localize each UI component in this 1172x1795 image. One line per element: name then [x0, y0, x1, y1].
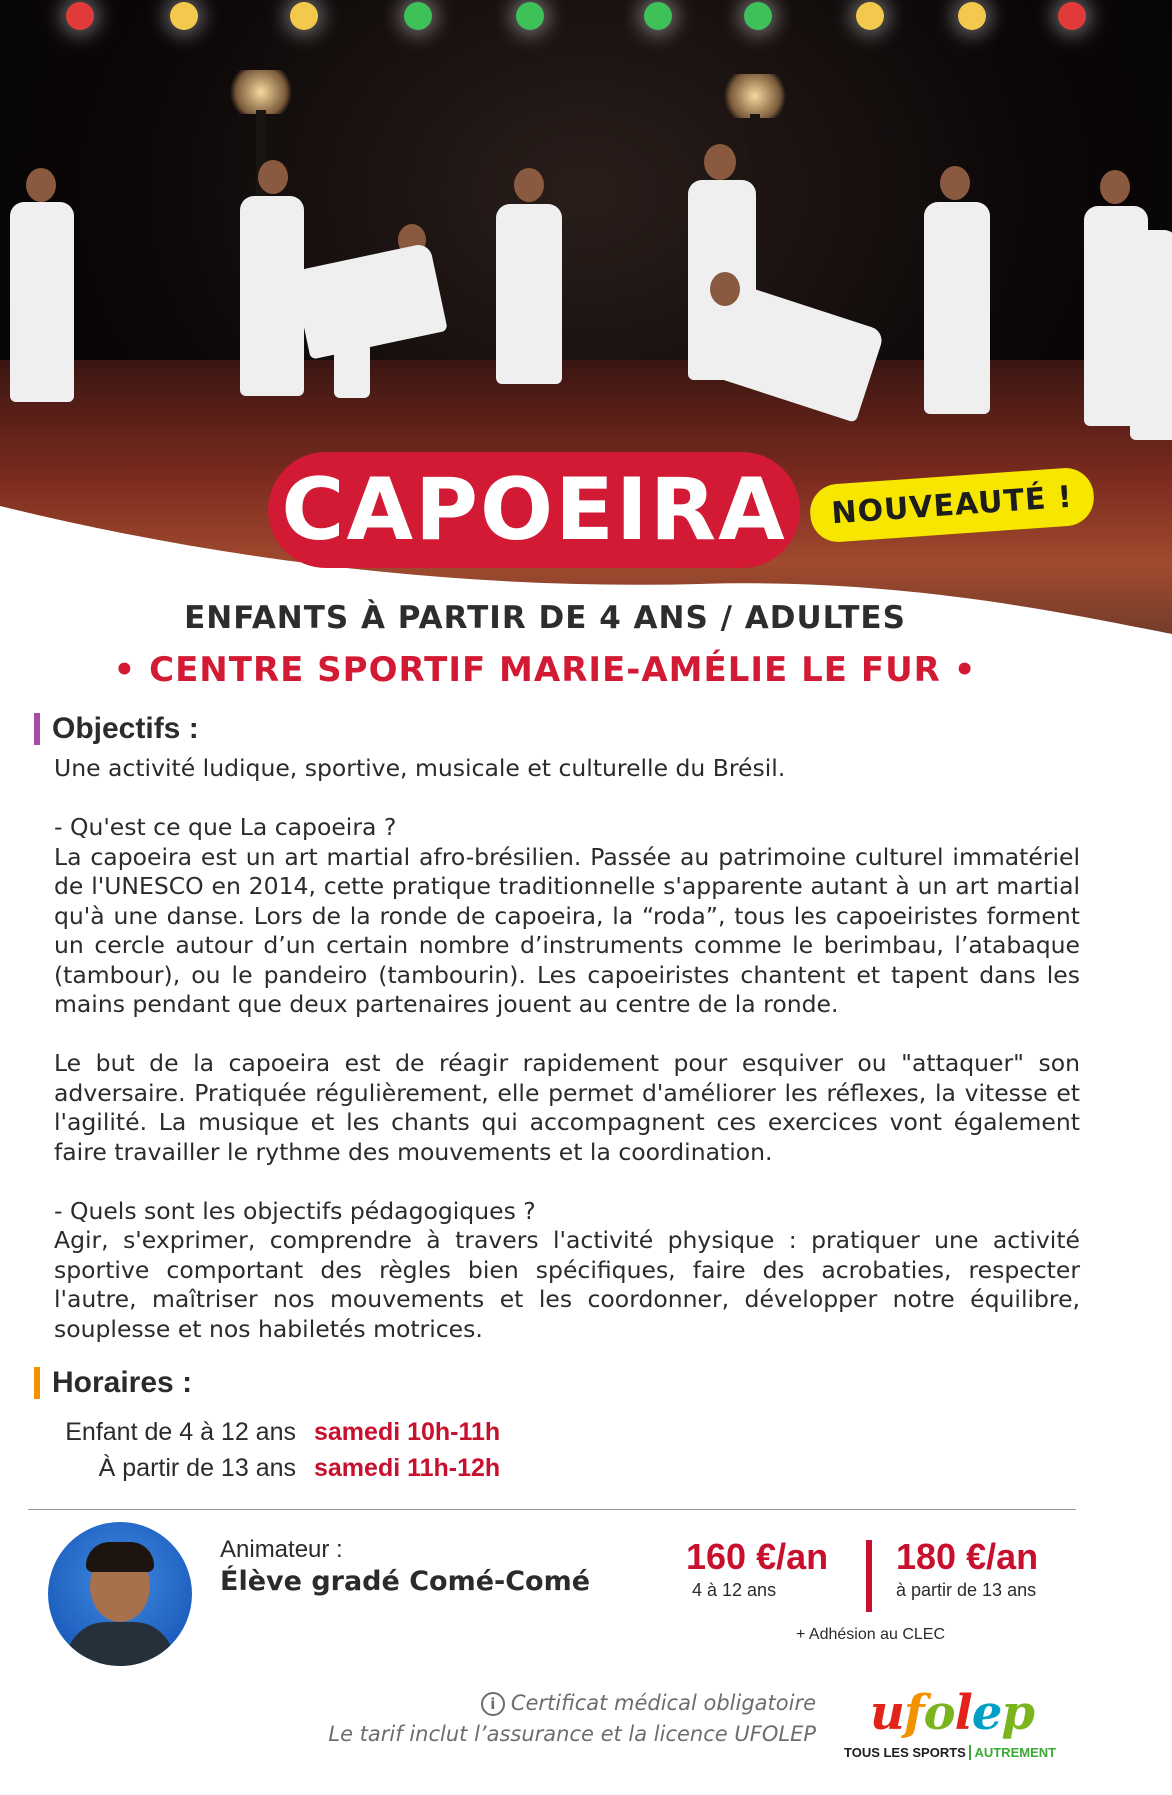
schedule-time: samedi 11h-12h — [314, 1454, 501, 1482]
schedule-label: À partir de 13 ans — [98, 1454, 296, 1482]
animateur-name: Élève gradé Comé-Comé — [220, 1566, 591, 1597]
objectifs-intro: Une activité ludique, sportive, musicale et culturelle du Brésil. — [54, 754, 786, 782]
horaires-accent-bar — [34, 1367, 40, 1399]
audience-line: ENFANTS À PARTIR DE 4 ANS / ADULTES — [184, 600, 906, 636]
horaires-heading — [34, 1366, 192, 1400]
objectifs-body — [54, 754, 1080, 1344]
price-children-label: 4 à 12 ans — [692, 1580, 777, 1600]
price-children-amount: 160 €/an — [686, 1536, 829, 1577]
price-adults — [896, 1536, 1038, 1601]
schedule-row — [52, 1454, 500, 1483]
paragraph-capoeira: La capoeira est un art martial afro-brésilien. Passée au patrimoine culturel immatériel de l'UNESCO en 2014, cette pratique traditionnelle s'apparente autant à un art martial qu'à une danse. Lors de la ronde de capoeira, la “roda”, tous les capoeiristes forment un cercle autour d’un certain nombre d’instruments comme le berimbau, l’atabaque (tambour), ou le pandeiro (tambourin). Les capoeiristes chantent et tapent dans les mains pendant que deux partenaires jouent au centre de la ronde. — [54, 842, 1080, 1018]
divider — [28, 1509, 1076, 1510]
ufolep-tagline-accent: AUTREMENT — [969, 1745, 1056, 1760]
price-adults-label: à partir de 13 ans — [896, 1580, 1037, 1600]
objectifs-title: Objectifs : — [52, 712, 199, 745]
adhesion-note: + Adhésion au CLEC — [796, 1626, 945, 1643]
paragraph-objectifs: Agir, s'exprimer, comprendre à travers l'activité physique : pratiquer une activité sportive comportant des règles bien spécifiques, faire des acrobaties, respecter l'autre, maîtriser nos mouvements et les coordonner, développer notre équilibre, souplesse et nos habiletés motrices. — [54, 1226, 1080, 1343]
notes — [200, 1688, 816, 1750]
ufolep-tagline-main: TOUS LES SPORTS — [844, 1745, 966, 1760]
ufolep-wordmark: ufolep — [870, 1685, 1034, 1741]
new-badge-label: NOUVEAUTÉ ! — [830, 479, 1074, 531]
schedule-label: Enfant de 4 à 12 ans — [65, 1418, 296, 1446]
info-icon: i — [481, 1692, 505, 1716]
title-pill — [268, 452, 800, 568]
page-title: CAPOEIRA — [281, 460, 787, 560]
horaires-title: Horaires : — [52, 1366, 193, 1399]
licence-note: Le tarif inclut l’assurance et la licence UFOLEP — [328, 1722, 816, 1746]
avatar — [48, 1522, 192, 1666]
price-adults-amount: 180 €/an — [896, 1536, 1039, 1577]
venue-line: • CENTRE SPORTIF MARIE-AMÉLIE LE FUR • — [113, 650, 977, 690]
objectifs-heading — [34, 712, 199, 746]
schedule-time: samedi 10h-11h — [314, 1418, 501, 1446]
schedule-row — [52, 1418, 500, 1447]
price-children — [686, 1536, 828, 1601]
paragraph-but: Le but de la capoeira est de réagir rapidement pour esquiver ou "attaquer" son adversaire. Pratiquée régulièrement, elle permet d'améliorer les réflexes, la vitesse et l'agilité. La musique et les chants qui accompagnent ces exercices vont également faire travailler le rythme des mouvements et la coordination. — [54, 1049, 1080, 1166]
price-separator — [866, 1540, 872, 1612]
certificat-note: Certificat médical obligatoire — [510, 1691, 816, 1715]
ufolep-tagline — [844, 1745, 1056, 1760]
ufolep-logo — [840, 1685, 1070, 1775]
animateur-label: Animateur : — [220, 1536, 343, 1563]
question-capoeira: - Qu'est ce que La capoeira ? — [54, 813, 397, 841]
objectifs-accent-bar — [34, 713, 40, 745]
question-objectifs: - Quels sont les objectifs pédagogiques ? — [54, 1196, 536, 1225]
